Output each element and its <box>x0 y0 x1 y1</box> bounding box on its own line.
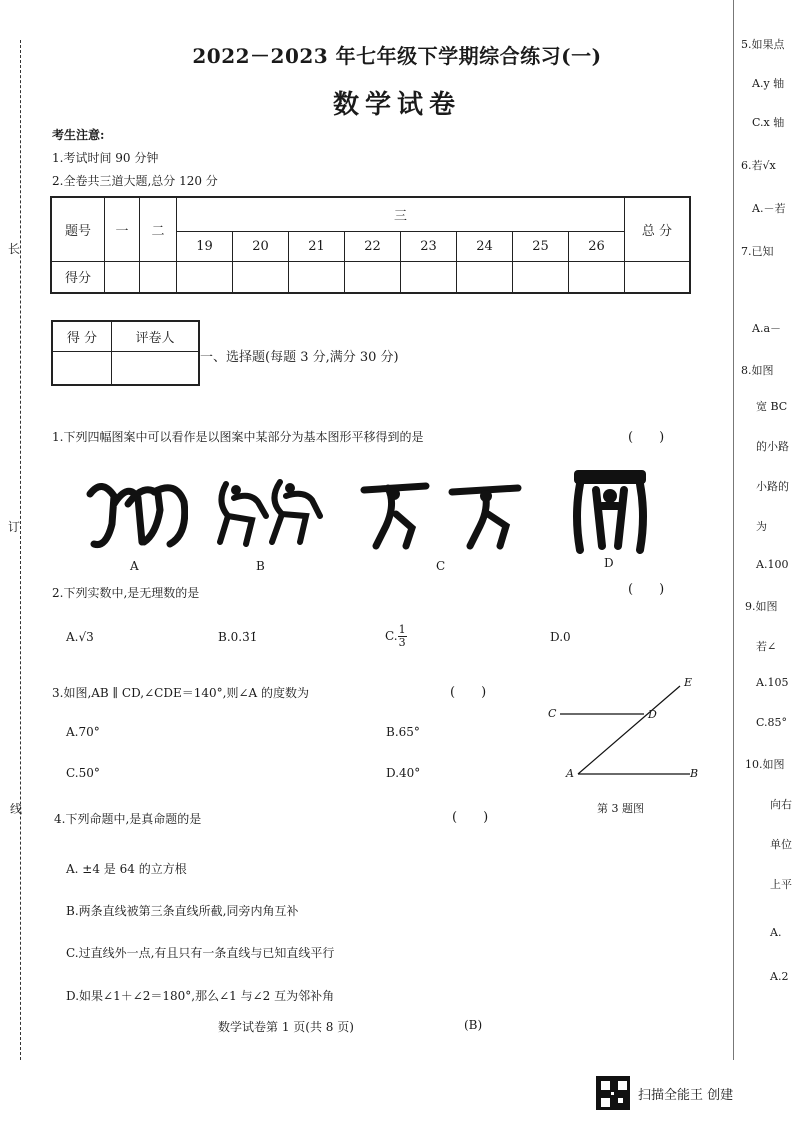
right-col-text: A.100 <box>756 558 789 571</box>
binding-char: 线 <box>10 802 23 816</box>
option-c: C.50° <box>66 766 100 780</box>
right-col-text: 的小路 <box>756 440 789 453</box>
option-c <box>385 624 407 649</box>
right-col-text: 若∠ <box>756 640 777 653</box>
right-col-text: 为 <box>756 520 767 533</box>
right-col-text: 9.如图 <box>745 600 778 613</box>
point-label: A <box>566 767 574 780</box>
right-col-text: 10.如图 <box>745 758 785 771</box>
answer-bracket: ( ) <box>628 430 665 445</box>
column-divider <box>733 0 734 1060</box>
right-col-text: 5.如果点 <box>741 38 785 51</box>
right-col-text: 上平 <box>770 878 792 891</box>
fraction-numerator: 1 <box>398 623 406 636</box>
right-col-text: 小路的 <box>756 480 789 493</box>
option-b: B.0.3̇1̇ <box>218 630 258 644</box>
right-col-text: C.x 轴 <box>752 116 785 129</box>
question-stem: 4.下列命题中,是真命题的是 <box>54 812 202 826</box>
score-cell <box>401 261 457 293</box>
score-cell <box>177 261 233 293</box>
score-table-label: 题号 <box>51 197 105 261</box>
page-footer: 数学试卷第 1 页(共 8 页) <box>218 1020 354 1034</box>
grader-name-cell <box>112 351 200 385</box>
score-table-number: 19 <box>177 231 233 261</box>
score-table-number: 25 <box>513 231 569 261</box>
score-cell <box>105 261 140 293</box>
option-a: A. ±4 是 64 的立方根 <box>66 862 187 876</box>
right-col-text: A.2 <box>770 970 789 983</box>
right-col-text: 向右 <box>770 798 792 811</box>
right-col-text: C.85° <box>756 716 788 729</box>
score-table-number: 21 <box>289 231 345 261</box>
option-d: D.如果∠1＋∠2＝180°,那么∠1 与∠2 互为邻补角 <box>66 989 335 1003</box>
score-table-total-label: 总 分 <box>625 197 691 261</box>
right-col-text: 宽 BC <box>756 400 788 413</box>
binding-dashed-line <box>20 40 21 1060</box>
point-label: D <box>648 708 657 721</box>
score-table-number: 24 <box>457 231 513 261</box>
option-d: D.40° <box>386 766 421 780</box>
right-col-text: A.－若 <box>752 202 786 215</box>
answer-bracket: ( ) <box>628 582 665 597</box>
notice-heading: 考生注意: <box>52 128 105 142</box>
option-label: A <box>130 559 139 573</box>
binding-char: 订 <box>8 520 21 534</box>
option-c-prefix: C. <box>385 629 398 643</box>
score-cell <box>457 261 513 293</box>
score-table <box>50 196 691 294</box>
score-cell <box>140 261 177 293</box>
score-table-label: 得分 <box>51 261 105 293</box>
score-cell <box>513 261 569 293</box>
notice-item: 1.考试时间 90 分钟 <box>52 151 159 165</box>
right-col-text: 6.若√x <box>741 159 776 172</box>
score-cell <box>345 261 401 293</box>
option-b: B.65° <box>386 725 420 739</box>
point-label: B <box>690 767 699 780</box>
fraction <box>398 624 407 649</box>
answer-bracket: ( ) <box>450 685 487 700</box>
grader-score-cell <box>52 351 112 385</box>
pattern-d-image <box>568 466 652 554</box>
right-col-text: 单位 <box>770 838 792 851</box>
score-table-header: 二 <box>140 197 177 261</box>
right-col-text: A. <box>770 926 782 939</box>
score-cell <box>569 261 625 293</box>
exam-title: 2022－2023 年七年级下学期综合练习(一) <box>192 44 602 68</box>
right-col-text: 8.如图 <box>741 364 774 377</box>
section-heading: 一、选择题(每题 3 分,满分 30 分) <box>200 350 399 365</box>
score-table-number: 26 <box>569 231 625 261</box>
notice-item: 2.全卷共三道大题,总分 120 分 <box>52 174 218 188</box>
right-col-text: A.105 <box>756 676 789 689</box>
score-table-number: 23 <box>401 231 457 261</box>
figure-caption: 第 3 题图 <box>597 802 644 815</box>
grader-name-label: 评卷人 <box>112 321 200 351</box>
point-label: E <box>684 676 693 689</box>
option-d: D.0 <box>550 630 571 644</box>
pattern-b-image <box>206 472 332 552</box>
score-cell <box>625 261 691 293</box>
right-col-text: 7.已知 <box>741 245 774 258</box>
grader-score-label: 得 分 <box>52 321 112 351</box>
grader-box <box>51 320 200 386</box>
exam-subtitle: 数学试卷 <box>332 90 461 120</box>
binding-char: 长 <box>8 242 21 256</box>
question-stem: 3.如图,AB ∥ CD,∠CDE＝140°,则∠A 的度数为 <box>52 686 309 700</box>
question-stem: 2.下列实数中,是无理数的是 <box>52 586 200 600</box>
score-cell <box>233 261 289 293</box>
score-table-header: 三 <box>177 197 625 231</box>
score-table-number: 20 <box>233 231 289 261</box>
question-stem: 1.下列四幅图案中可以看作是以图案中某部分为基本图形平移得到的是 <box>52 430 424 444</box>
score-cell <box>289 261 345 293</box>
score-table-header: 一 <box>105 197 140 261</box>
version-label: (B) <box>464 1018 483 1032</box>
qr-code-icon <box>596 1076 630 1110</box>
option-label: C <box>436 559 446 573</box>
option-a: A.√3 <box>66 630 94 644</box>
point-label: C <box>548 707 557 720</box>
score-table-number: 22 <box>345 231 401 261</box>
option-a: A.70° <box>66 725 100 739</box>
right-col-text: A.y 轴 <box>752 77 785 90</box>
scanner-watermark: 扫描全能王 创建 <box>638 1088 734 1103</box>
option-label: D <box>604 556 614 570</box>
pattern-a-image <box>84 464 188 554</box>
right-col-text: A.a－ <box>752 322 781 335</box>
option-c: C.过直线外一点,有且只有一条直线与已知直线平行 <box>66 946 335 960</box>
option-b: B.两条直线被第三条直线所截,同旁内角互补 <box>66 904 299 918</box>
option-label: B <box>256 559 265 573</box>
answer-bracket: ( ) <box>452 810 489 825</box>
fraction-denominator: 3 <box>398 636 406 649</box>
pattern-c-image <box>356 474 526 550</box>
